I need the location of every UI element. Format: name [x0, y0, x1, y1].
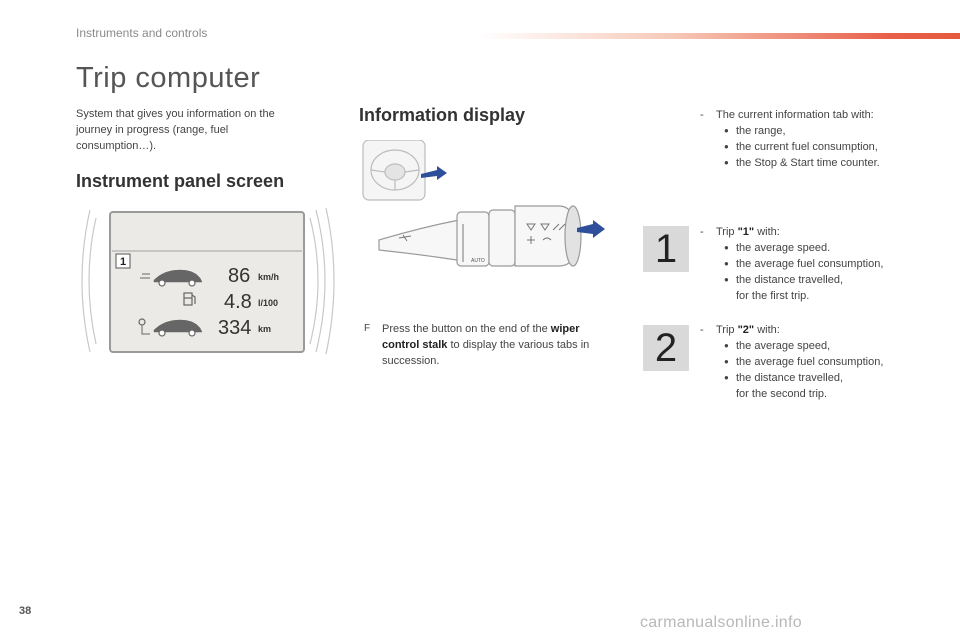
screen-range-unit: km [258, 324, 272, 334]
list-item: ● the distance travelled, [724, 370, 940, 386]
trip1-heading-pre: Trip [716, 226, 738, 238]
trip1-description [700, 224, 940, 304]
list-item: ● the average speed, [724, 338, 940, 354]
stalk-auto-label: AUTO [471, 258, 485, 264]
instrument-panel-heading: Instrument panel screen [76, 171, 285, 191]
header-accent-bar [480, 33, 960, 39]
trip2-heading-post: with: [754, 324, 780, 336]
current-tab-heading: The current information tab with: [716, 109, 874, 121]
current-tab-description [700, 107, 940, 171]
list-item: ● the current fuel consumption, [724, 139, 940, 155]
current-tab-list [700, 123, 940, 171]
instruction-text-post: to display the various tabs in succession. [382, 339, 590, 367]
instruction-marker: F [364, 323, 371, 334]
trip2-list [700, 338, 940, 386]
trip2-heading-pre: Trip [716, 324, 738, 336]
trip2-continuation: for the second trip. [736, 388, 828, 400]
list-dash: - [700, 226, 704, 238]
screen-range-value: 334 [218, 317, 252, 339]
wiper-stalk-illustration [359, 140, 609, 280]
watermark: carmanualsonline.info [640, 614, 802, 631]
page-number: 38 [19, 605, 32, 617]
page-title: Trip computer [76, 62, 261, 94]
list-item: ● the average fuel consumption, [724, 354, 940, 370]
trip2-description [700, 322, 940, 402]
section-label: Instruments and controls [76, 26, 208, 40]
screen-tab-number: 1 [120, 256, 127, 268]
list-item: ● the average fuel consumption, [724, 256, 940, 272]
instruction-text-pre: Press the button on the end of the [382, 323, 551, 335]
steering-wheel-inset [363, 140, 425, 200]
dial-arcs-right [310, 208, 334, 354]
screen-speed-unit: km/h [258, 272, 280, 282]
dial-arcs-left [82, 210, 96, 352]
instrument-panel-illustration [76, 200, 338, 360]
screen-consumption-unit: l/100 [258, 298, 279, 308]
screen-speed-value: 86 [228, 265, 251, 287]
tab-badge-2: 2 [643, 325, 689, 371]
screen-consumption-value: 4.8 [224, 291, 252, 313]
list-dash: - [700, 324, 704, 336]
list-dash: - [700, 109, 704, 121]
trip2-name: "2" [737, 324, 755, 336]
trip1-name: "1" [737, 226, 755, 238]
trip1-heading-post: with: [754, 226, 780, 238]
tab-badge-1: 1 [643, 226, 689, 272]
list-item: ● the range, [724, 123, 940, 139]
instruction-text-bold: wiper control stalk [382, 323, 580, 351]
intro-paragraph: System that gives you information on the journey in progress (range, fuel consumption…). [76, 108, 275, 152]
trip1-continuation: for the first trip. [736, 290, 810, 302]
trip1-list [700, 240, 940, 288]
panel-screen [110, 212, 304, 352]
list-item: ● the distance travelled, [724, 272, 940, 288]
information-display-heading: Information display [359, 105, 526, 125]
list-item: ● the Stop & Start time counter. [724, 155, 940, 171]
list-item: ● the average speed. [724, 240, 940, 256]
instruction-paragraph [364, 321, 614, 369]
